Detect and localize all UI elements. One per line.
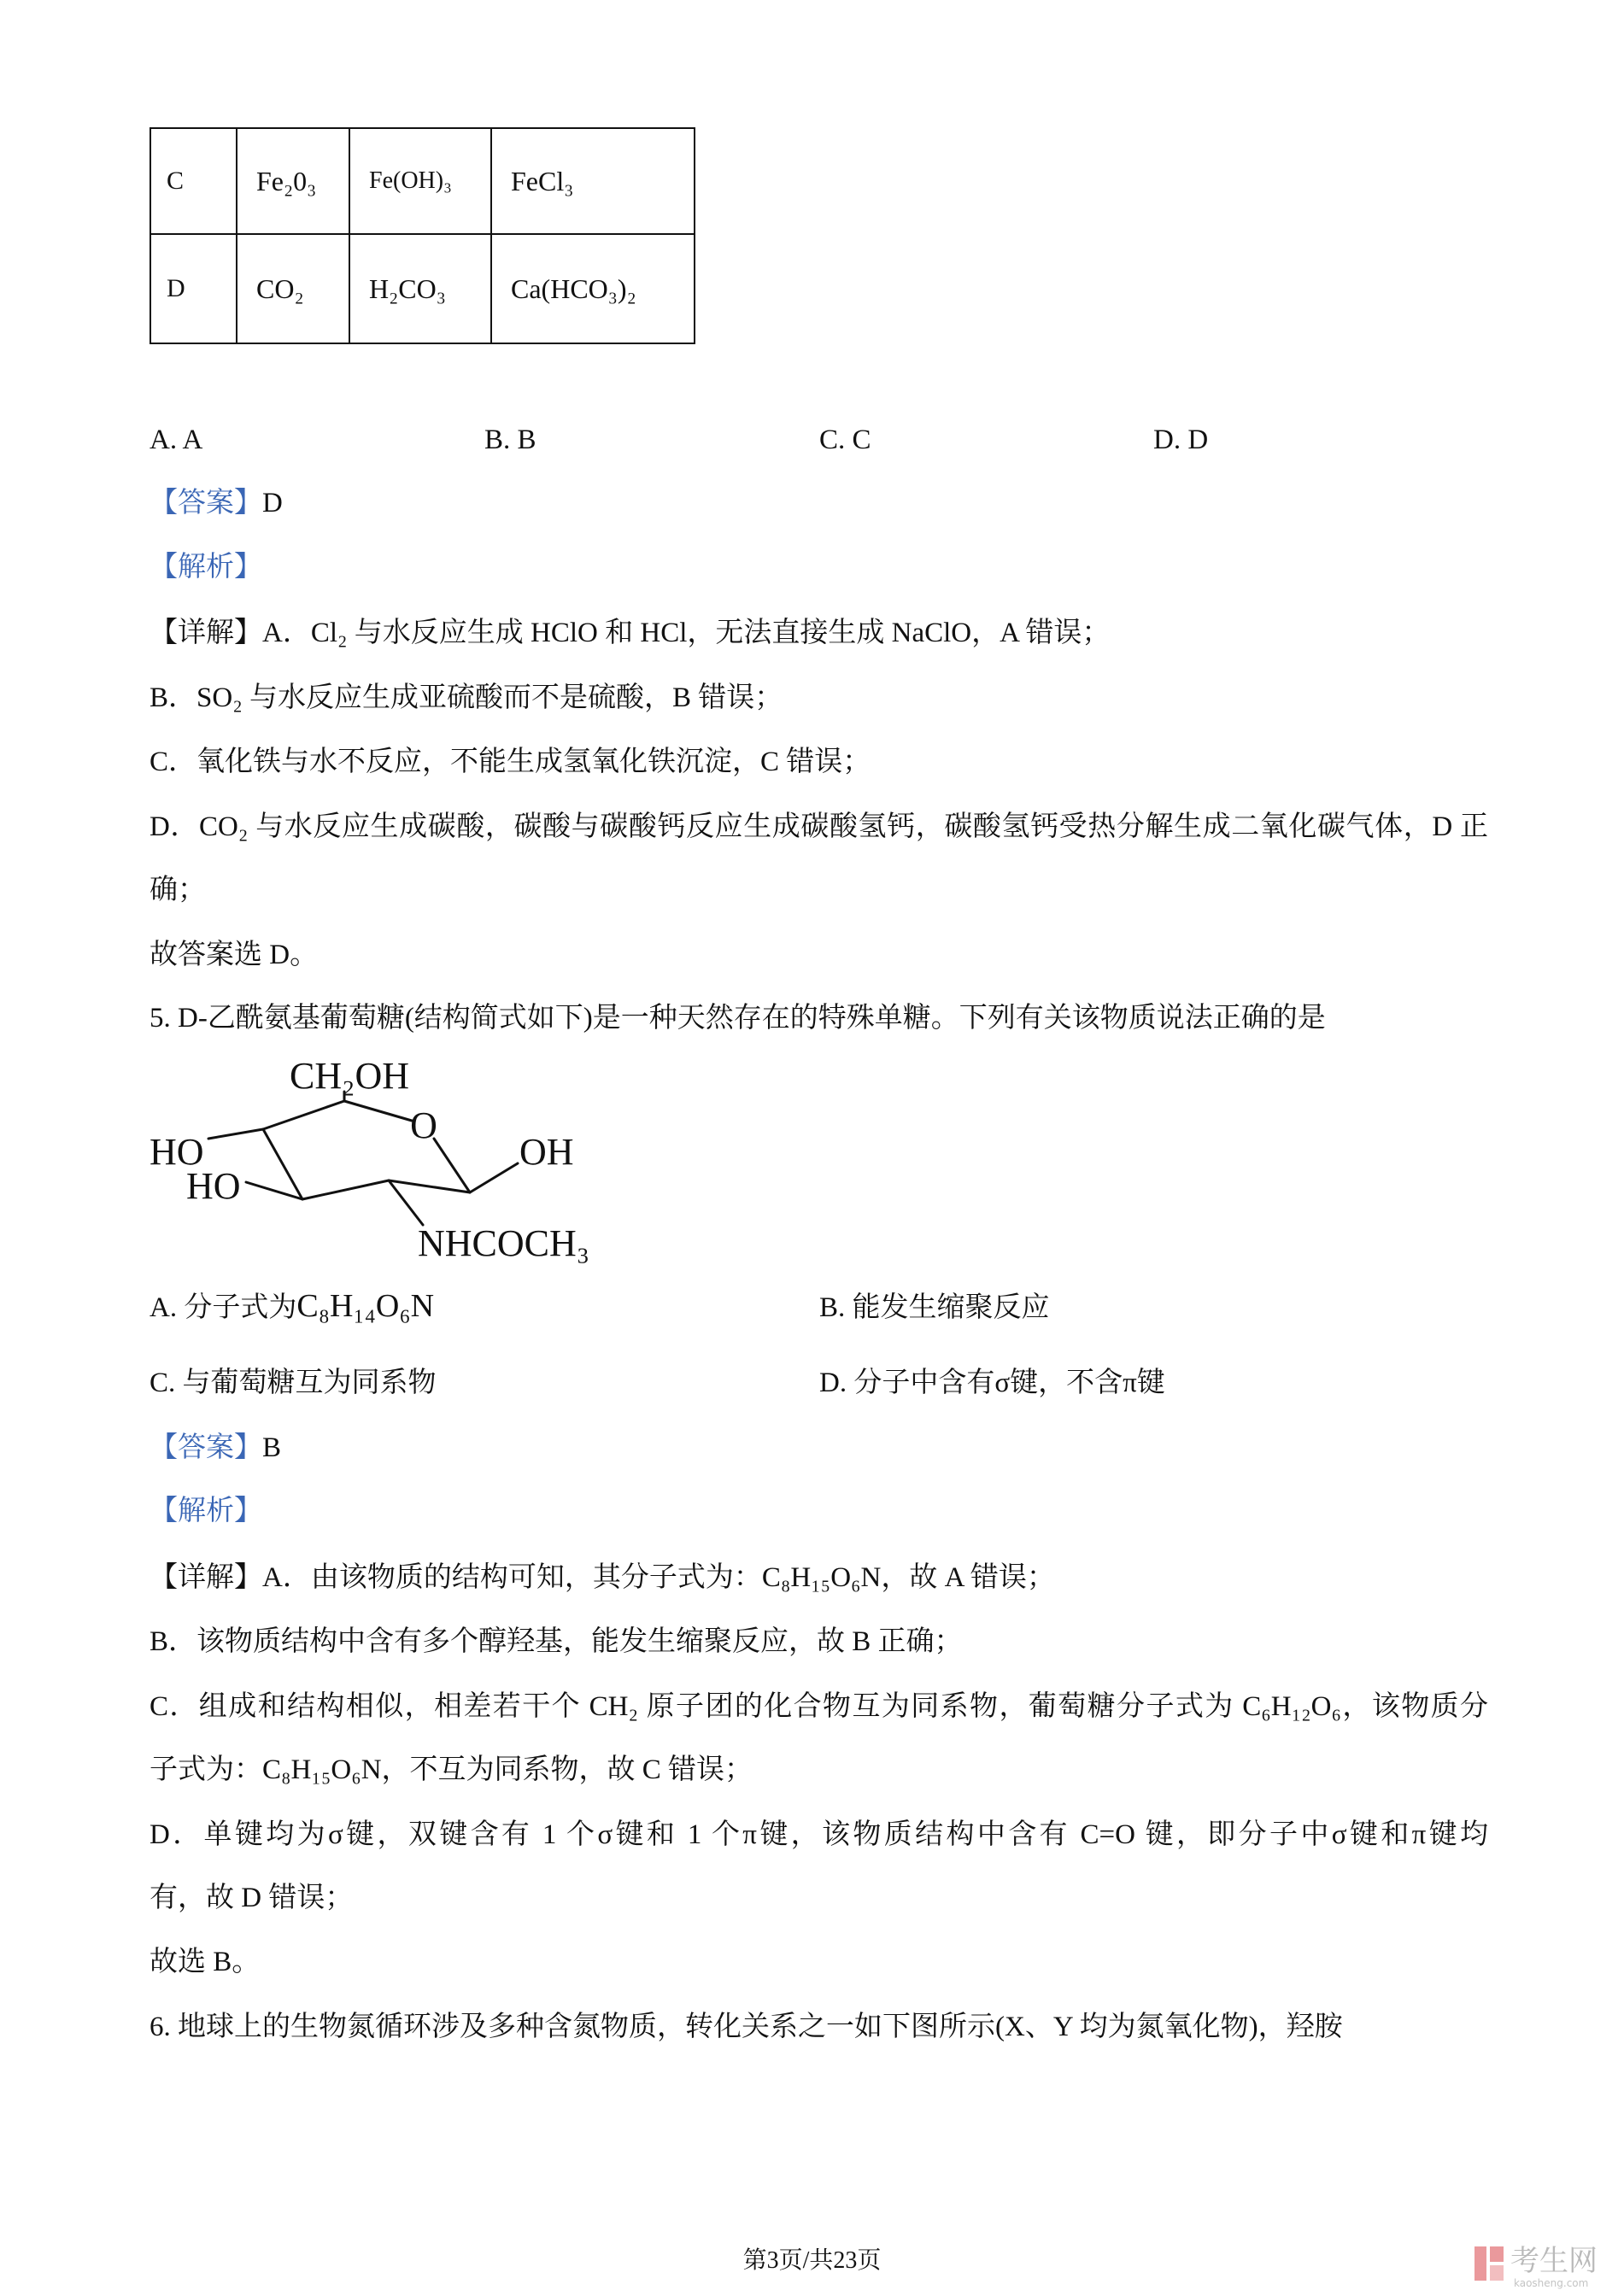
ring-bond	[344, 1101, 412, 1121]
q5-stem: 5. D-乙酰氨基葡萄糖(结构简式如下)是一种天然存在的特殊单糖。下列有关该物质说法正确的是	[150, 1003, 1326, 1034]
q4-option-d: D. D	[1153, 425, 1209, 455]
logo-domain: kaosheng.com	[1514, 2277, 1589, 2289]
answer-label: 【答案】	[150, 488, 262, 518]
table-cell-formula: CO₂	[237, 234, 349, 343]
q5-option-c: C. 与葡萄糖互为同系物	[150, 1368, 437, 1398]
table-cell-option-label: D	[150, 234, 237, 343]
q4-detail-line: C．氧化铁与水不反应，不能生成氢氧化铁沉淀，C 错误；	[150, 747, 871, 777]
q5-detail-line: C．组成和结构相似，相差若干个 CH₂ 原子团的化合物互为同系物，葡萄糖分子式为 C₆H₁₂O₆，该物质分	[150, 1691, 1488, 1722]
oh-label: OH	[519, 1131, 574, 1173]
q4-option-c: C. C	[819, 425, 871, 455]
nhcoch3-bond	[389, 1180, 423, 1225]
q5-option-d: D. 分子中含有σ键，不含π键	[819, 1368, 1165, 1398]
answer-label: 【答案】	[150, 1432, 262, 1463]
site-logo	[1474, 2243, 1616, 2291]
q5-detail-line: 子式为：C₈H₁₅O₆N，不互为同系物，故 C 错误；	[150, 1754, 753, 1785]
q5-detail-line: 有，故 D 错误；	[150, 1883, 354, 1913]
q4-detail-line: B．SO₂ 与水反应生成亚硫酸而不是硫酸，B 错误；	[150, 682, 783, 713]
table-cell-formula: Ca(HCO₃)₂	[491, 234, 695, 343]
q5-detail-line: 【详解】A．由该物质的结构可知，其分子式为：C₈H₁₅O₆N，故 A 错误；	[150, 1562, 1055, 1593]
q4-answer	[150, 486, 1488, 520]
ring-bond	[434, 1139, 470, 1192]
q5-answer	[150, 1431, 1488, 1465]
q4-conclusion: 故答案选 D。	[150, 940, 319, 970]
q4-detail-line: 【详解】A．Cl₂ 与水反应生成 HClO 和 HCl，无法直接生成 NaClO，A 错误；	[150, 618, 1111, 648]
option-text: A. 分子式为	[150, 1292, 297, 1323]
q4-detail-line: D．CO₂ 与水反应生成碳酸，碳酸与碳酸钙反应生成碳酸氢钙，碳酸氢钙受热分解生成二氧化碳气体，D 正	[150, 811, 1488, 842]
option-formula: C₈H₁₄O₆N	[296, 1288, 435, 1324]
q4-analysis-label: 【解析】	[150, 552, 262, 583]
ho-upper-label: HO	[150, 1131, 204, 1173]
table-row	[150, 128, 695, 234]
table-cell-formula: Fe(OH)₃	[349, 128, 491, 234]
page-number: 第3页/共23页	[742, 2247, 882, 2274]
q4-detail-line: 确；	[150, 875, 206, 905]
q4-option-a: A. A	[150, 425, 203, 455]
ho-upper-bond	[208, 1129, 263, 1139]
ring-bond	[389, 1180, 470, 1192]
logo-name: 考生网	[1510, 2244, 1598, 2278]
q4-options-table	[150, 127, 695, 344]
q6-stem: 6. 地球上的生物氮循环涉及多种含氮物质，转化关系之一如下图所示(X、Y 均为氮氧化物)，羟胺	[150, 2012, 1343, 2042]
q5-analysis-label: 【解析】	[150, 1496, 262, 1526]
q5-detail-line: D．单键均为σ键，双键含有 1 个σ键和 1 个π键，该物质结构中含有 C=O 键，即分子中σ键和π键均	[150, 1819, 1488, 1850]
q4-option-b: B. B	[484, 425, 536, 455]
oh-bond	[470, 1163, 518, 1192]
ch2oh-label: CH₂OH	[290, 1055, 410, 1097]
ho-lower-label: HO	[186, 1165, 241, 1207]
ring-bond	[302, 1180, 389, 1199]
table-row	[150, 234, 695, 343]
ring-bond	[263, 1101, 344, 1129]
answer-value: D	[262, 488, 283, 518]
answer-value: B	[262, 1432, 282, 1463]
table-cell-option-label: C	[150, 128, 237, 234]
q5-conclusion: 故选 B。	[150, 1947, 261, 1977]
glcnac-structure-diagram	[137, 1042, 615, 1281]
q5-option-b: B. 能发生缩聚反应	[819, 1292, 1050, 1323]
table-cell-formula: Fe₂0₃	[237, 128, 349, 234]
logo-mark-icon	[1474, 2246, 1504, 2281]
q5-detail-line: B．该物质结构中含有多个醇羟基，能发生缩聚反应，故 B 正确；	[150, 1626, 963, 1657]
table-cell-formula: FeCl₃	[491, 128, 695, 234]
q5-option-a	[150, 1289, 434, 1325]
ring-oxygen-label: O	[410, 1104, 437, 1146]
nhcoch3-label: NHCOCH₃	[418, 1222, 590, 1264]
table-cell-formula: H₂CO₃	[349, 234, 491, 343]
